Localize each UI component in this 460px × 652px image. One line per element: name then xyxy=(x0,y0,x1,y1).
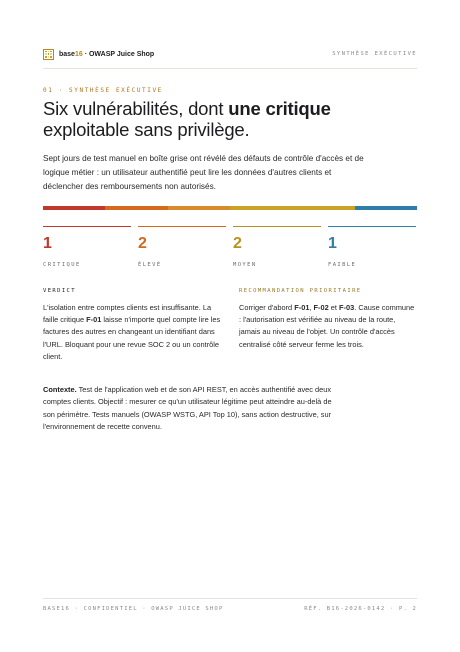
count-value: 1 xyxy=(328,235,337,252)
count-moyen xyxy=(233,226,321,268)
verdict-text: L'isolation entre comptes clients est insuffisante. La faille critique F-01 laisse n'importe quel compte lire les factures des autres en changeant un identifiant dans l'URL. Bloquant pour une revue SOC 2 ou un contrôle client. xyxy=(43,303,221,361)
lead-paragraph: Sept jours de test manuel en boîte grise ont révélé des défauts de contrôle d'accès et de logique métier : un utilisateur authentifié peut lire les données d'autres clients et déclencher des remboursements non autorisés. xyxy=(43,154,364,191)
page-header xyxy=(43,47,417,61)
severity-segment-eleve-1 xyxy=(105,206,167,210)
page-title: Six vulnérabilités, dont une critique exploitable sans privilège. xyxy=(43,98,331,140)
severity-segment-critique xyxy=(43,206,105,210)
page-footer xyxy=(43,606,417,612)
count-value: 1 xyxy=(43,235,52,252)
verdict-label: VERDICT xyxy=(43,288,76,294)
count-critique xyxy=(43,226,131,268)
footer-page-ref: RÉF. B16-2026-0142 · P. 2 xyxy=(304,606,417,612)
severity-counts xyxy=(43,226,417,268)
count-value: 2 xyxy=(233,235,242,252)
severity-segment-moyen-2 xyxy=(292,206,354,210)
brand xyxy=(43,49,154,60)
count-label: FAIBLE xyxy=(328,262,357,268)
count-eleve xyxy=(138,226,226,268)
section-label: 01 · SYNTHÈSE EXÉCUTIVE xyxy=(43,87,163,94)
header-section-tag: SYNTHÈSE EXÉCUTIVE xyxy=(332,51,417,57)
severity-segment-eleve-2 xyxy=(168,206,230,210)
base16-logo-icon xyxy=(43,49,54,60)
count-label: ÉLEVÉ xyxy=(138,262,162,268)
count-value: 2 xyxy=(138,235,147,252)
verdict-block xyxy=(43,288,221,363)
count-label: MOYEN xyxy=(233,262,257,268)
recommendation-text: Corriger d'abord F-01, F-02 et F-03. Cause commune : l'autorisation est vérifiée au niveau de la route, jamais au niveau de l'objet. Un contrôle d'accès centralisé côté serveur ferme les trois. xyxy=(239,303,415,349)
context-paragraph: Contexte. Test de l'application web et de son API REST, en accès authentifié avec deux comptes clients. Objectif : mesurer ce qu'un utilisateur légitime peut atteindre au-delà de son périmètre. Tests manuels (OWASP WSTG, API Top 10), sans action destructive, sur l'environnement de recette convenu. xyxy=(43,385,332,432)
severity-bar xyxy=(43,206,417,210)
recommendation-label: RECOMMANDATION PRIORITAIRE xyxy=(239,288,362,294)
count-label: CRITIQUE xyxy=(43,262,81,268)
footer-divider xyxy=(43,598,417,599)
brand-name: base16 · OWASP Juice Shop xyxy=(59,50,155,58)
footer-left: BASE16 · CONFIDENTIEL · OWASP JUICE SHOP xyxy=(43,606,224,612)
severity-segment-faible xyxy=(355,206,417,210)
count-faible xyxy=(328,226,416,268)
recommendation-block xyxy=(239,288,417,351)
severity-segment-moyen-1 xyxy=(230,206,292,210)
header-divider xyxy=(43,68,417,69)
